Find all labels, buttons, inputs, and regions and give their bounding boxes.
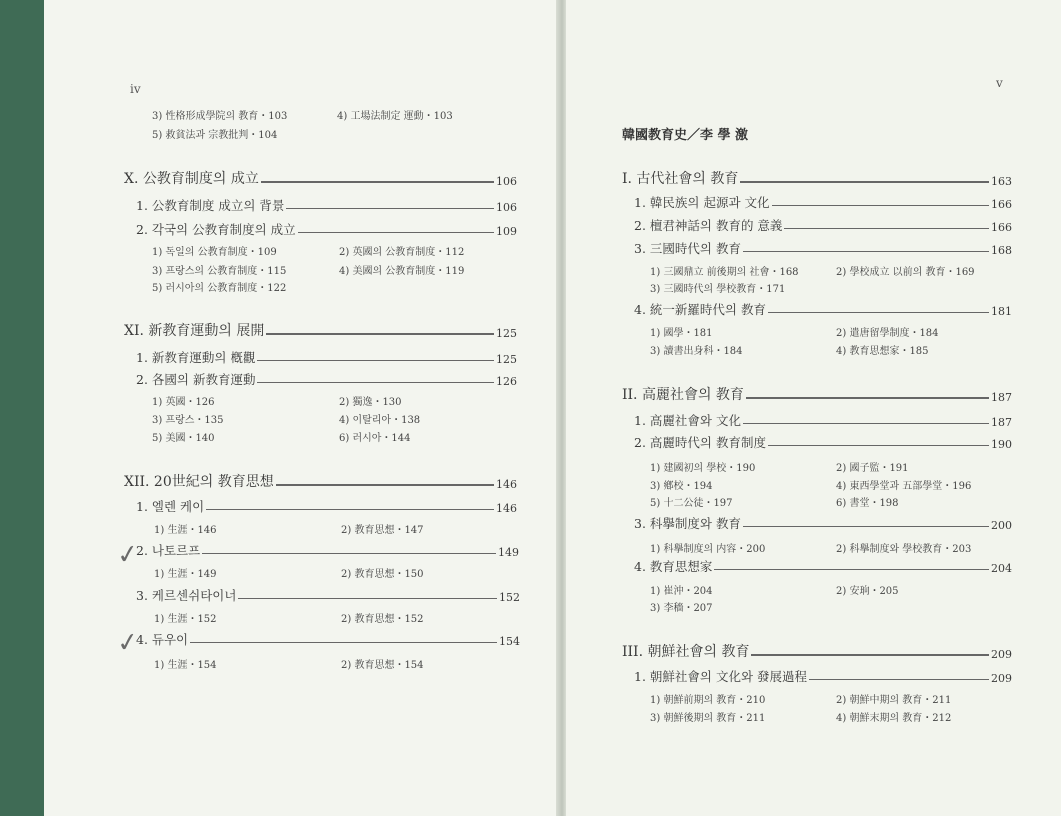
chapter-title: X. 公教育制度의 成立 bbox=[124, 171, 259, 187]
left-page bbox=[44, 0, 558, 816]
leader-line bbox=[202, 553, 496, 554]
leader-line bbox=[784, 228, 989, 229]
section-page: 181 bbox=[991, 305, 1012, 318]
toc-chapter bbox=[622, 384, 1012, 404]
section-page: 190 bbox=[991, 438, 1012, 451]
leader-line bbox=[809, 679, 989, 680]
chapter-page: 146 bbox=[496, 478, 517, 491]
toc-subentry: 3) 讀書出身科・184 bbox=[650, 346, 743, 357]
toc-section bbox=[634, 433, 1012, 451]
toc-section bbox=[136, 220, 517, 238]
toc-subentry: 1) 英國・126 bbox=[152, 397, 215, 408]
section-page: 109 bbox=[496, 225, 517, 238]
section-page: 152 bbox=[499, 591, 520, 604]
toc-subentry: 4) 工場法制定 運動・103 bbox=[337, 111, 453, 122]
section-page: 149 bbox=[498, 546, 519, 559]
section-title: 3. 科擧制度와 教育 bbox=[634, 516, 741, 531]
toc-section bbox=[634, 514, 1012, 532]
leader-line bbox=[206, 509, 494, 510]
toc-chapter bbox=[124, 168, 517, 188]
section-title: 1. 朝鮮社會의 文化와 發展過程 bbox=[634, 669, 807, 684]
section-title: 1. 公教育制度 成立의 背景 bbox=[136, 198, 285, 213]
toc-section bbox=[136, 196, 517, 214]
toc-subentry: 3) 性格形成學院의 教育・103 bbox=[152, 111, 288, 122]
toc-subentry: 3) 프랑스・135 bbox=[152, 415, 224, 426]
chapter-page: 209 bbox=[991, 648, 1012, 661]
section-page: 187 bbox=[991, 416, 1012, 429]
leader-line bbox=[743, 251, 989, 252]
toc-subentry: 2) 英國의 公教育制度・112 bbox=[339, 247, 465, 258]
toc-section bbox=[634, 239, 1012, 257]
toc-subentry: 2) 遣唐留學制度・184 bbox=[836, 328, 939, 339]
toc-section bbox=[634, 193, 1012, 211]
section-title: 2. 高麗時代의 教育制度 bbox=[634, 435, 766, 450]
page-number: v bbox=[996, 76, 1003, 90]
toc-chapter bbox=[124, 320, 517, 340]
leader-line bbox=[257, 360, 494, 361]
section-page: 204 bbox=[991, 562, 1012, 575]
leader-line bbox=[261, 181, 494, 183]
book-spine bbox=[0, 0, 44, 816]
page-number: iv bbox=[130, 82, 141, 96]
section-title: 1. 韓民族의 起源과 文化 bbox=[634, 195, 770, 210]
chapter-page: 125 bbox=[496, 327, 517, 340]
toc-subentry: 2) 安珦・205 bbox=[836, 586, 899, 597]
toc-subentry: 4) 美國의 公教育制度・119 bbox=[339, 266, 465, 277]
toc-subentry: 4) 東西學堂과 五部學堂・196 bbox=[836, 481, 972, 492]
section-page: 200 bbox=[991, 519, 1012, 532]
toc-subentry: 3) 프랑스의 公教育制度・115 bbox=[152, 266, 287, 277]
toc-subentry: 1) 建國初의 學校・190 bbox=[650, 463, 756, 474]
pencil-check-mark: ✓ bbox=[115, 538, 141, 572]
toc-subentry: 2) 教育思想・154 bbox=[341, 660, 424, 671]
toc-subentry: 4) 이탈리아・138 bbox=[339, 415, 421, 426]
toc-subentry: 6) 러시아・144 bbox=[339, 433, 411, 444]
toc-subentry: 4) 教育思想家・185 bbox=[836, 346, 929, 357]
chapter-title: XI. 新教育運動의 展開 bbox=[124, 323, 265, 339]
section-title: 1. 高麗社會와 文化 bbox=[634, 413, 741, 428]
toc-subentry: 1) 國學・181 bbox=[650, 328, 713, 339]
toc-subentry: 2) 獨逸・130 bbox=[339, 397, 402, 408]
toc-section bbox=[136, 630, 520, 648]
chapter-title: II. 高麗社會의 教育 bbox=[622, 387, 744, 403]
toc-subentry: 2) 國子監・191 bbox=[836, 463, 909, 474]
leader-line bbox=[751, 654, 989, 656]
toc-section bbox=[634, 667, 1012, 685]
toc-chapter bbox=[124, 471, 517, 491]
section-title: 2. 各國의 新教育運動 bbox=[136, 372, 256, 387]
leader-line bbox=[746, 397, 989, 399]
toc-subentry: 6) 書堂・198 bbox=[836, 498, 899, 509]
toc-subentry: 5) 美國・140 bbox=[152, 433, 215, 444]
leader-line bbox=[772, 205, 990, 206]
leader-line bbox=[298, 232, 494, 233]
book-title: 韓國教育史／李 學 激 bbox=[622, 128, 749, 143]
section-title: 4. 듀우이 bbox=[136, 632, 189, 647]
toc-subentry: 4) 朝鮮末期의 教育・212 bbox=[836, 713, 952, 724]
toc-subentry: 1) 朝鮮前期의 教育・210 bbox=[650, 695, 766, 706]
section-page: 209 bbox=[991, 672, 1012, 685]
chapter-title: XII. 20世紀의 教育思想 bbox=[124, 474, 274, 490]
toc-subentry: 5) 十二公徒・197 bbox=[650, 498, 733, 509]
toc-chapter bbox=[622, 641, 1012, 661]
toc-section bbox=[634, 557, 1012, 575]
toc-subentry: 3) 鄕校・194 bbox=[650, 481, 713, 492]
section-title: 4. 教育思想家 bbox=[634, 559, 713, 574]
chapter-title: III. 朝鮮社會의 教育 bbox=[622, 644, 750, 660]
chapter-page: 106 bbox=[496, 175, 517, 188]
leader-line bbox=[190, 642, 497, 643]
leader-line bbox=[266, 333, 494, 335]
toc-section bbox=[136, 541, 519, 559]
leader-line bbox=[768, 445, 989, 446]
section-page: 154 bbox=[499, 635, 520, 648]
toc-subentry: 2) 教育思想・152 bbox=[341, 614, 424, 625]
toc-subentry: 2) 教育思想・147 bbox=[341, 525, 424, 536]
toc-section bbox=[136, 586, 520, 604]
toc-subentry: 5) 救貧法과 宗教批判・104 bbox=[152, 130, 278, 141]
leader-line bbox=[743, 423, 989, 424]
toc-section bbox=[634, 411, 1012, 429]
toc-section bbox=[634, 300, 1012, 318]
leader-line bbox=[286, 208, 494, 209]
section-title: 4. 統一新羅時代의 教育 bbox=[634, 302, 766, 317]
toc-subentry: 3) 李穡・207 bbox=[650, 603, 713, 614]
chapter-page: 187 bbox=[991, 391, 1012, 404]
section-title: 1. 新教育運動의 槪觀 bbox=[136, 350, 256, 365]
toc-subentry: 1) 生涯・149 bbox=[154, 569, 217, 580]
toc-section bbox=[634, 216, 1012, 234]
section-title: 3. 三國時代의 教育 bbox=[634, 241, 741, 256]
toc-subentry: 3) 朝鮮後期의 教育・211 bbox=[650, 713, 766, 724]
toc-subentry: 1) 崔沖・204 bbox=[650, 586, 713, 597]
toc-subentry: 2) 科擧制度와 學校教育・203 bbox=[836, 544, 972, 555]
leader-line bbox=[714, 569, 989, 570]
section-page: 146 bbox=[496, 502, 517, 515]
toc-subentry: 1) 生涯・146 bbox=[154, 525, 217, 536]
toc-section bbox=[136, 497, 517, 515]
toc-subentry: 1) 生涯・154 bbox=[154, 660, 217, 671]
leader-line bbox=[740, 181, 989, 183]
toc-subentry: 3) 三國時代의 學校教育・171 bbox=[650, 284, 786, 295]
toc-subentry: 5) 러시아의 公教育制度・122 bbox=[152, 283, 287, 294]
section-title: 2. 檀君神話의 教育的 意義 bbox=[634, 218, 783, 233]
leader-line bbox=[743, 526, 989, 527]
section-title: 2. 나토르프 bbox=[136, 543, 201, 558]
toc-chapter bbox=[622, 168, 1012, 188]
leader-line bbox=[276, 484, 494, 486]
section-page: 166 bbox=[991, 198, 1012, 211]
toc-section bbox=[136, 370, 517, 388]
toc-subentry: 1) 生涯・152 bbox=[154, 614, 217, 625]
chapter-page: 163 bbox=[991, 175, 1012, 188]
section-page: 168 bbox=[991, 244, 1012, 257]
leader-line bbox=[768, 312, 989, 313]
toc-subentry: 2) 學校成立 以前의 教育・169 bbox=[836, 267, 975, 278]
toc-section bbox=[136, 348, 517, 366]
leader-line bbox=[257, 382, 494, 383]
section-page: 166 bbox=[991, 221, 1012, 234]
section-title: 1. 엘렌 케이 bbox=[136, 499, 205, 514]
leader-line bbox=[238, 598, 497, 599]
section-page: 106 bbox=[496, 201, 517, 214]
toc-subentry: 1) 독일의 公教育制度・109 bbox=[152, 247, 277, 258]
toc-subentry: 1) 科擧制度의 内容・200 bbox=[650, 544, 766, 555]
chapter-title: I. 古代社會의 教育 bbox=[622, 171, 739, 187]
section-title: 2. 각국의 公教育制度의 成立 bbox=[136, 222, 296, 237]
toc-subentry: 1) 三國鼎立 前後期의 社會・168 bbox=[650, 267, 799, 278]
pencil-check-mark: ✓ bbox=[115, 626, 141, 660]
section-page: 126 bbox=[496, 375, 517, 388]
toc-subentry: 2) 教育思想・150 bbox=[341, 569, 424, 580]
toc-subentry: 2) 朝鮮中期의 教育・211 bbox=[836, 695, 952, 706]
right-page bbox=[566, 0, 1061, 816]
section-page: 125 bbox=[496, 353, 517, 366]
section-title: 3. 케르센쉬타이너 bbox=[136, 588, 237, 603]
